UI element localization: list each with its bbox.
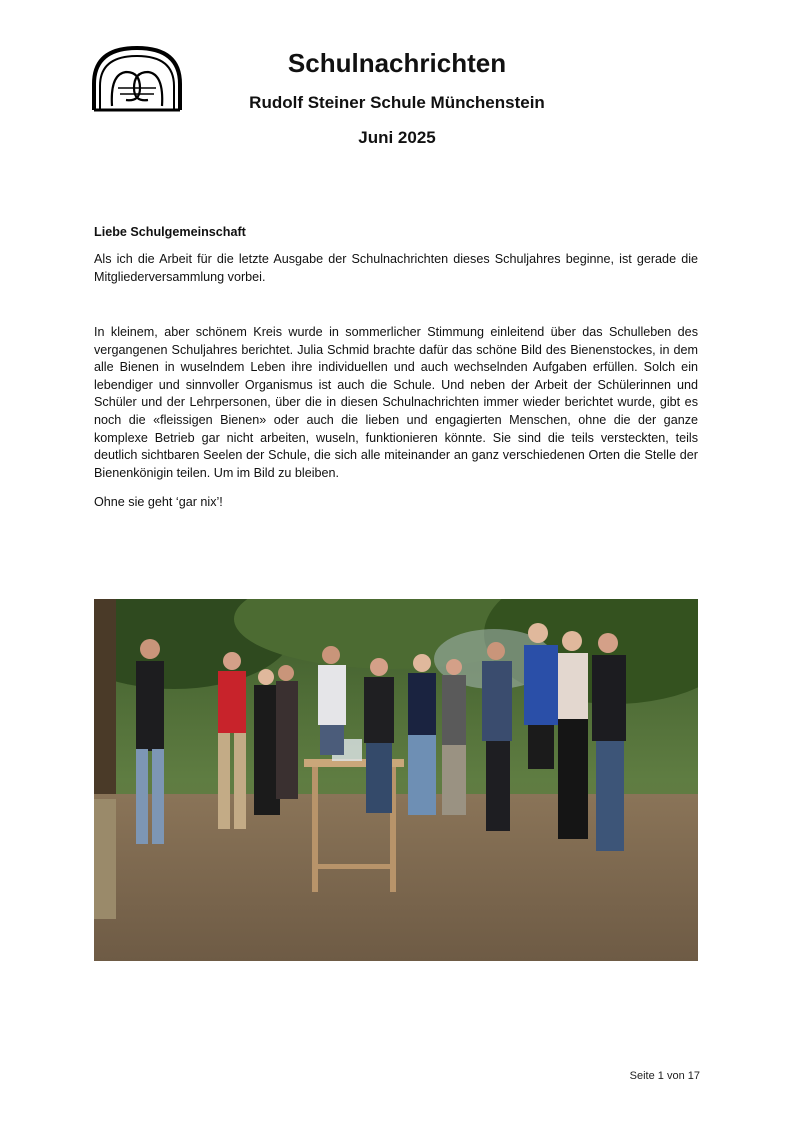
group-photo <box>94 599 698 961</box>
issue-date: Juni 2025 <box>358 128 436 147</box>
paragraph-main: In kleinem, aber schönem Kreis wurde in sommerlicher Stimmung einleitend über das Schulleben des vergangenen Schuljahres berichtet. Julia Schmid brachte dafür das schöne Bild des Bienenstockes, in dem alle Bienen in wuselndem Leben ihre individuellen und auch wechselnden Aufgaben erfüllen. Solch ein lebendiger und sinnvoller Organismus ist auch die Schule. Und neben der Arbeit der Schülerinnen und Schüler und der Lehrpersonen, über die in diesen Schulnachrichten immer wieder berichtet wurde, gibt es noch die «fleissigen Bienen» oder auch die lieben und engagierten Menschen, ohne die der ganze komplexe Betrieb gar nicht arbeiten, wuseln, funktionieren könnte. Sie sind die teils versteckten, teils deutlich sichtbaren Seelen der Schule, die sich alle miteinander an ganz verschiedenen Orten die Stelle der Bienenkönigin teilen. Um im Bild zu bleiben. <box>94 325 698 480</box>
page-number: Seite 1 von 17 <box>629 1070 700 1082</box>
paragraph-closing: Ohne sie geht ‘gar nix’! <box>94 495 223 509</box>
school-name: Rudolf Steiner Schule Münchenstein <box>249 93 545 112</box>
greeting: Liebe Schulgemeinschaft <box>94 225 246 239</box>
paragraph-intro: Als ich die Arbeit für die letzte Ausgabe der Schulnachrichten dieses Schuljahres beginne, ist gerade die Mitgliederversammlung vorbei. <box>94 252 698 284</box>
page-title: Schulnachrichten <box>287 48 507 78</box>
